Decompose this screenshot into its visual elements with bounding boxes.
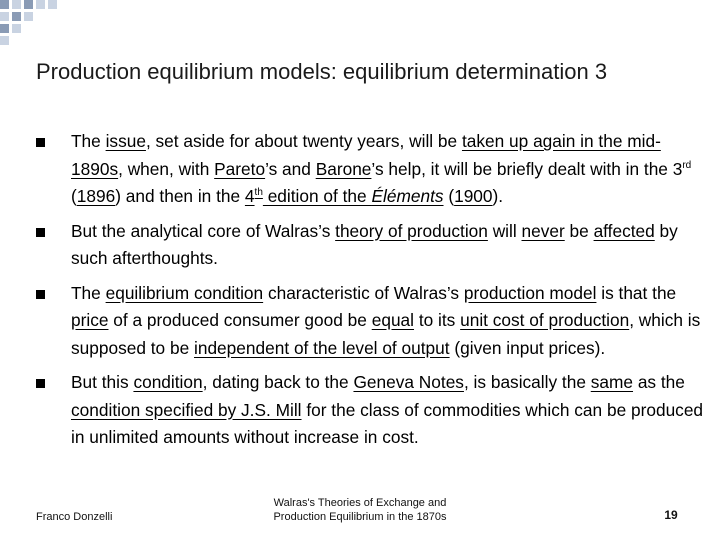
bullet-text (71, 131, 691, 206)
underlined-text: independent of the level of output (194, 337, 450, 358)
bullet-text (71, 372, 703, 447)
bullet-square-icon (36, 138, 45, 147)
underlined-text: unit cost of production (460, 310, 630, 330)
corner-square (48, 0, 57, 9)
text-run: will (487, 220, 522, 241)
bullet-text (71, 283, 700, 358)
underlined-text: condition specified by J.S. Mill (71, 399, 302, 420)
text-run: The (71, 131, 106, 151)
underlined-text: 1896 (76, 186, 116, 206)
bullet-square-icon (36, 228, 45, 237)
text-run: , dating back to the (202, 372, 354, 392)
underlined-text: theory of production (335, 220, 488, 241)
bullet-item (36, 128, 712, 211)
underlined-text: Éléments (371, 186, 444, 206)
corner-square (0, 0, 9, 9)
text-run: is that the (596, 282, 677, 303)
text-run: ’s help, it will be briefly dealt with in the 3 (371, 158, 683, 179)
text-run: for the class of commodities which can be produced in unlimited amounts without increase in cost. (71, 399, 704, 447)
underlined-text: never (521, 220, 565, 241)
bullet-item (36, 280, 712, 363)
text-run: , is basically the (463, 372, 591, 392)
text-run: ). (492, 186, 504, 206)
corner-square (0, 12, 9, 21)
corner-square (36, 0, 45, 9)
underlined-text: equilibrium condition (105, 282, 264, 303)
text-run: ’s and (265, 158, 316, 179)
text-run: to its (414, 310, 461, 330)
bullet-item (36, 369, 712, 452)
text-run: The (71, 282, 106, 303)
text-run: ) and then in the (115, 186, 245, 206)
text-run: , when, with (118, 158, 215, 179)
corner-square (12, 0, 21, 9)
footer-title-line: Production Equilibrium in the 1870s (273, 511, 447, 523)
bullet-text (71, 221, 678, 269)
text-run: as the (633, 372, 685, 392)
corner-square (0, 36, 9, 45)
corner-square (12, 12, 21, 21)
bullet-square-icon (36, 290, 45, 299)
underlined-text: price (71, 310, 109, 330)
bullet-item (36, 218, 712, 273)
text-run: , set aside for about twenty years, will be (145, 131, 462, 151)
page-number: 19 (664, 508, 678, 522)
slide-title: Production equilibrium models: equilibrium determination 3 (36, 59, 608, 84)
text-run: rd (682, 159, 692, 171)
text-run: by such afterthoughts. (71, 220, 678, 268)
underlined-text: 4 (244, 186, 255, 206)
footer-presentation-title (250, 496, 470, 524)
corner-decoration (0, 0, 64, 50)
footer-title-line: Walras's Theories of Exchange and (273, 497, 447, 509)
corner-square (0, 24, 9, 33)
underlined-text: th (254, 187, 263, 198)
text-run: ( (443, 186, 455, 206)
underlined-text: production model (463, 282, 597, 303)
bullet-square-icon (36, 379, 45, 388)
text-run: But this (71, 372, 134, 392)
underlined-text: Barone (315, 158, 372, 179)
underlined-text: Geneva Notes (353, 372, 464, 392)
corner-square (24, 12, 33, 21)
text-run: , which is supposed to be (71, 310, 701, 358)
corner-square (24, 0, 33, 9)
text-run: But the analytical core of Walras’s (71, 220, 336, 241)
text-run: (given input prices). (449, 337, 606, 358)
underlined-text: Pareto (214, 158, 266, 179)
text-run: characteristic of Walras’s (263, 282, 464, 303)
underlined-text: taken up again in the mid-1890s (71, 131, 661, 179)
corner-square (12, 24, 21, 33)
bullet-list (36, 128, 712, 459)
underlined-text: issue (105, 131, 146, 151)
text-run: be (564, 220, 594, 241)
footer-author: Franco Donzelli (36, 511, 113, 523)
text-run: of a produced consumer good be (108, 310, 372, 330)
underlined-text: equal (371, 310, 415, 330)
underlined-text: affected (593, 220, 655, 241)
underlined-text: 1900 (454, 186, 493, 206)
underlined-text: edition of the (262, 186, 372, 206)
text-run: ( (71, 186, 77, 206)
underlined-text: same (590, 372, 634, 392)
underlined-text: condition (133, 372, 203, 392)
